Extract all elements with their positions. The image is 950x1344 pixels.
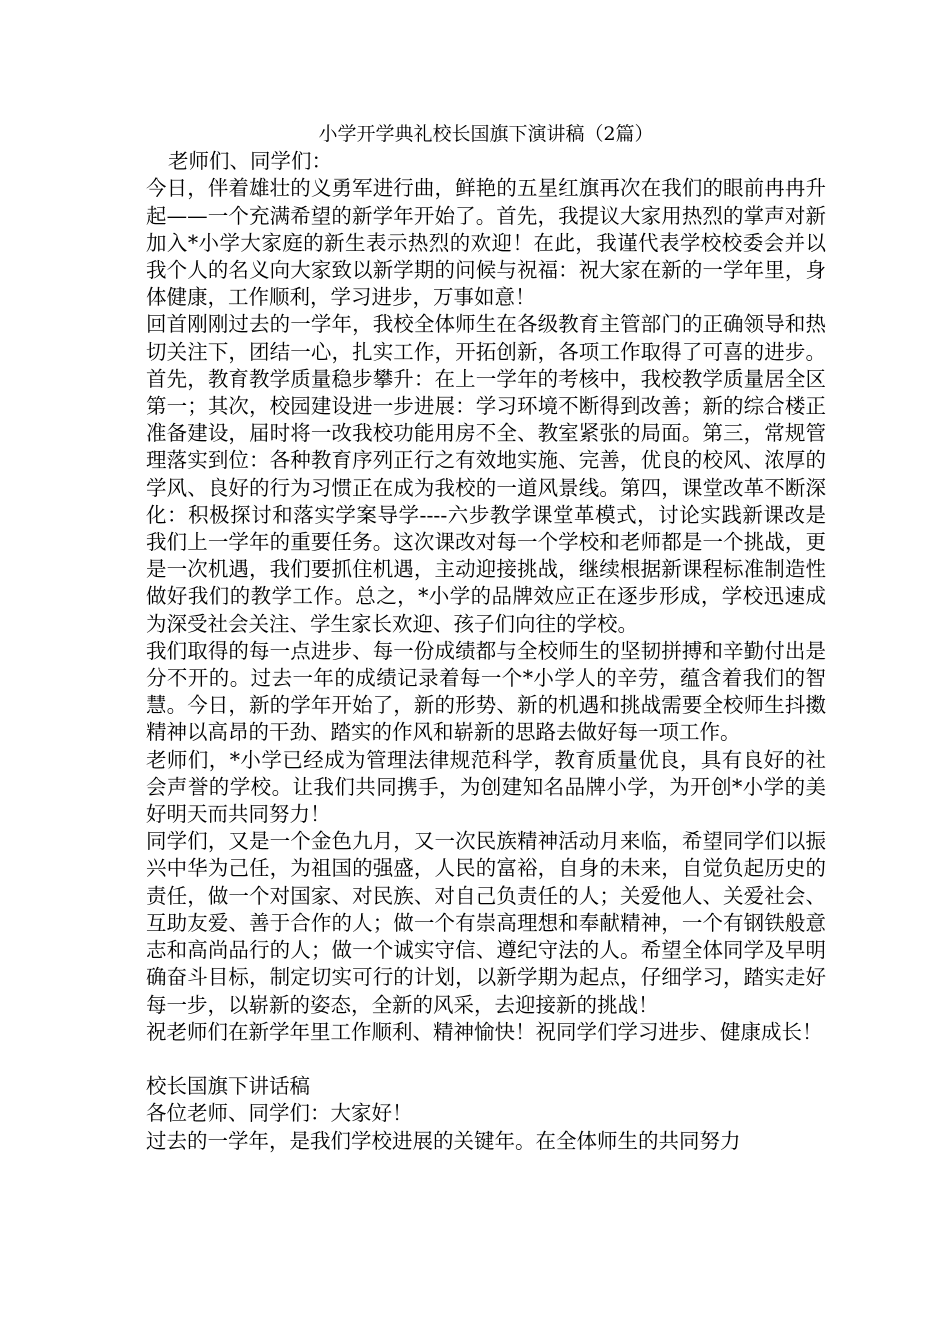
second-speech-greeting: 各位老师、同学们：大家好！ — [146, 1101, 413, 1126]
document-title: 小学开学典礼校长国旗下演讲稿（2篇） — [318, 123, 654, 145]
paragraph-wishes: 祝老师们在新学年里工作顺利、精神愉快！祝同学们学习进步、健康成长！ — [146, 1019, 823, 1044]
blank-line — [146, 1046, 826, 1073]
paragraph-teachers: 老师们，*小学已经成为管理法律规范科学，教育质量优良，具有良好的社会声誉的学校。让我们共同携手，为创建知名品牌小学，为开创*小学的美好明天而共同努力！ — [146, 747, 826, 827]
paragraph-review: 回首刚刚过去的一学年，我校全体师生在各级教育主管部门的正确领导和热切关注下，团结一心，扎实工作，开拓创新，各项工作取得了可喜的进步。首先，教育教学质量稳步攀升：在上一学年的考核中，我校教学质量居全区第一；其次，校园建设进一步进展：学习环境不断得到改善；新的综合楼正准备建设，届时将一改我校功能用房不全、教室紧张的局面。第三，常规管理落实到位：各种教育序列正行之有效地实施、完善，优良的校风、浓厚的学风、良好的行为习惯正在成为我校的一道风景线。第四，课堂改革不断深化：积极探讨和落实学案导学----六步教学课堂革模式，讨论实践新课改是我们上一学年的重要任务。这次课改对每一个学校和老师都是一个挑战，更是一次机遇，我们要抓住机遇，主动迎接挑战，继续根据新课程标准制造性做好我们的教学工作。总之，*小学的品牌效应正在逐步形成，学校迅速成为深受社会关注、学生家长欢迎、孩子们向往的学校。 — [146, 312, 826, 636]
second-speech-title: 校长国旗下讲话稿 — [146, 1074, 310, 1099]
paragraph-achievements: 我们取得的每一点进步、每一份成绩都与全校师生的坚韧拼搏和辛勤付出是分不开的。过去一年的成绩记录着每一个*小学人的辛劳，蕴含着我们的智慧。今日，新的学年开始了，新的形势、新的机遇和挑战需要全校师生抖擞精神以高昂的干劲、踏实的作风和崭新的思路去做好每一项工作。 — [146, 638, 826, 745]
greeting: 老师们、同学们： — [168, 149, 332, 174]
paragraph-opening: 今日，伴着雄壮的义勇军进行曲，鲜艳的五星红旗再次在我们的眼前冉冉升起——一个充满希望的新学年开始了。首先，我提议大家用热烈的掌声对新加入*小学大家庭的新生表示热烈的欢迎！在此，我谨代表学校校委会并以我个人的名义向大家致以新学期的问候与祝福：祝大家在新的一学年里，身体健康，工作顺利，学习进步，万事如意！ — [146, 176, 826, 310]
paragraph-students: 同学们，又是一个金色九月，又一次民族精神活动月来临，希望同学们以振兴中华为己任，为祖国的强盛，人民的富裕，自身的未来，自觉负起历史的责任，做一个对国家、对民族、对自己负责任的人；关爱他人、关爱社会、互助友爱、善于合作的人；做一个有崇高理想和奉献精神，一个有钢铁般意志和高尚品行的人；做一个诚实守信、遵纪守法的人。希望全体同学及早明确奋斗目标，制定切实可行的计划，以新学期为起点，仔细学习，踏实走好每一步，以崭新的姿态，全新的风采，去迎接新的挑战！ — [146, 829, 826, 1017]
document-page — [146, 121, 826, 1155]
second-speech-paragraph: 过去的一学年，是我们学校进展的关键年。在全体师生的共同努力 — [146, 1128, 741, 1153]
